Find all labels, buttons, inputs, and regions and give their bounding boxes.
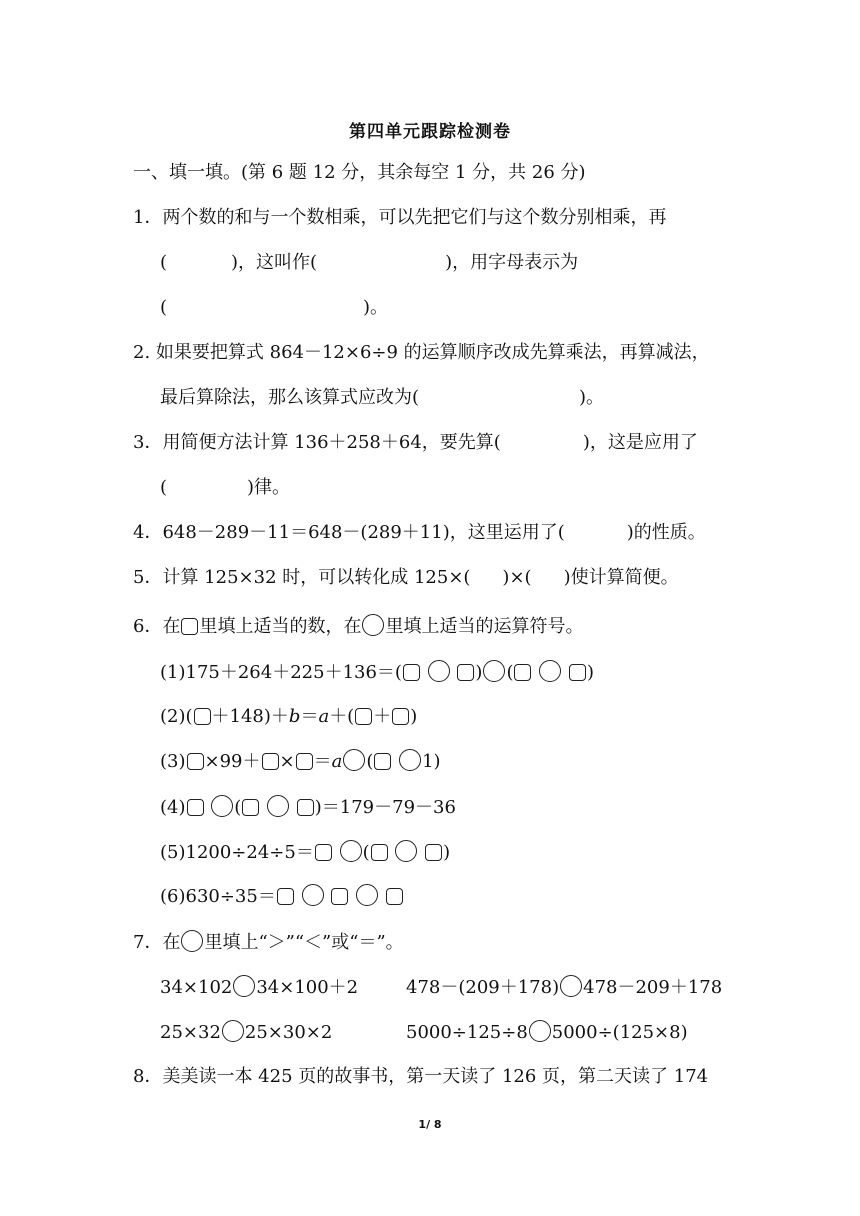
- text-segment: 1): [422, 751, 441, 772]
- expression-right: 478－209＋178: [583, 977, 723, 998]
- expression-left: 34×102: [160, 977, 233, 998]
- compare-circle[interactable]: [529, 1020, 551, 1042]
- text-segment: 里填上适当的数，在: [199, 616, 362, 637]
- text-segment: (: [506, 662, 514, 683]
- compare-circle[interactable]: [233, 975, 255, 997]
- paren-open: (: [160, 477, 168, 498]
- number-box[interactable]: [355, 708, 372, 725]
- compare-item-3: [160, 1020, 332, 1046]
- question-5-text: [133, 565, 679, 591]
- text-segment: ＝: [313, 751, 332, 772]
- operator-circle[interactable]: [483, 660, 505, 682]
- text-segment: 3．用简便方法计算 136＋258＋64，要先算(: [133, 432, 501, 453]
- text-segment: 5．计算 125×32 时，可以转化成 125×(: [133, 567, 471, 588]
- text-segment: )的性质。: [626, 522, 706, 543]
- page-title: 第四单元跟踪检测卷: [349, 122, 511, 142]
- number-box[interactable]: [194, 708, 211, 725]
- expression-right: 34×100＋2: [256, 977, 359, 998]
- page-number: 1/ 8: [418, 1118, 442, 1131]
- operator-circle[interactable]: [343, 749, 365, 771]
- number-box[interactable]: [277, 888, 294, 905]
- number-box[interactable]: [386, 888, 403, 905]
- operator-circle[interactable]: [395, 840, 417, 862]
- expression-left: 25×32: [160, 1022, 221, 1043]
- expression-right: 5000÷(125×8): [551, 1022, 688, 1043]
- operator-circle[interactable]: [539, 660, 561, 682]
- question-2-blank-line: [160, 385, 604, 411]
- number-box[interactable]: [371, 844, 388, 861]
- number-box[interactable]: [187, 799, 204, 816]
- text-segment: ＋(: [329, 706, 355, 727]
- text-segment: )律。: [247, 477, 291, 498]
- number-box[interactable]: [187, 753, 204, 770]
- text-segment: ＋: [373, 706, 392, 727]
- expression-left: 5000÷125÷8: [406, 1022, 528, 1043]
- question-1-text: 1．两个数的和与一个数相乘，可以先把它们与这个数分别相乘，再: [133, 207, 667, 228]
- variable: a: [318, 706, 330, 727]
- question-4-text: [133, 520, 706, 546]
- section-heading: 一、填一填。(第 6 题 12 分，其余每空 1 分，共 26 分): [133, 162, 586, 183]
- number-box[interactable]: [392, 708, 409, 725]
- number-box[interactable]: [315, 844, 332, 861]
- text-segment: 7．在: [133, 932, 181, 953]
- text-segment: (: [366, 751, 374, 772]
- question-6-part-4: [160, 795, 456, 821]
- operator-circle[interactable]: [340, 840, 362, 862]
- paren-open: (: [160, 297, 168, 318]
- text-segment: )。: [579, 387, 605, 408]
- question-2-text: 2. 如果要把算式 864－12×6÷9 的运算顺序改成先算乘法，再算减法，: [133, 342, 710, 363]
- number-box[interactable]: [425, 844, 442, 861]
- operator-circle[interactable]: [356, 884, 378, 906]
- text-segment: 4．648－289－11＝648－(289＋11)，这里运用了(: [133, 522, 565, 543]
- text-segment: ): [443, 842, 451, 863]
- operator-circle[interactable]: [302, 884, 324, 906]
- question-6-part-2: [160, 704, 417, 730]
- text-segment: ×99＋: [204, 751, 261, 772]
- question-3-text: [133, 430, 698, 456]
- expression-right: 25×30×2: [244, 1022, 333, 1043]
- text-segment: (: [234, 797, 242, 818]
- text-segment: ): [475, 662, 483, 683]
- operator-circle[interactable]: [267, 795, 289, 817]
- text-segment: ×: [279, 751, 295, 772]
- text-segment: (6)630÷35＝: [160, 886, 276, 907]
- text-segment: (2)(: [160, 706, 193, 727]
- number-box[interactable]: [374, 753, 391, 770]
- text-segment: 里填上“＞”“＜”或“＝”。: [204, 932, 404, 953]
- compare-circle[interactable]: [222, 1020, 244, 1042]
- question-1-formula-blank: [160, 295, 388, 321]
- text-segment: ＋148)＋: [211, 706, 289, 727]
- expression-left: 478－(209＋178): [406, 977, 560, 998]
- variable: a: [331, 751, 343, 772]
- circle-box: [181, 930, 203, 952]
- text-segment: )，用字母表示为: [445, 252, 579, 273]
- number-box[interactable]: [262, 753, 279, 770]
- compare-item-1: [160, 975, 358, 1001]
- text-segment: ): [410, 706, 418, 727]
- operator-circle[interactable]: [428, 660, 450, 682]
- compare-item-4: [406, 1020, 688, 1046]
- operator-circle[interactable]: [211, 795, 233, 817]
- question-3-blank-line: [160, 475, 290, 501]
- text-segment: )，这叫作(: [231, 252, 318, 273]
- variable: b: [288, 706, 301, 727]
- text-segment: )。: [363, 297, 389, 318]
- number-box[interactable]: [296, 753, 313, 770]
- question-6-part-6: [160, 884, 404, 910]
- number-box[interactable]: [514, 664, 531, 681]
- number-box[interactable]: [297, 799, 314, 816]
- number-box[interactable]: [242, 799, 259, 816]
- question-6-part-3: [160, 749, 441, 775]
- question-6-part-1: [160, 660, 594, 686]
- circle-box: [362, 614, 384, 636]
- text-segment: )使计算简便。: [563, 567, 679, 588]
- text-segment: )×(: [502, 567, 532, 588]
- text-segment: ＝: [300, 706, 319, 727]
- text-segment: (5)1200÷24÷5＝: [160, 842, 314, 863]
- text-segment: 6．在: [133, 616, 181, 637]
- number-box[interactable]: [569, 664, 586, 681]
- number-box[interactable]: [403, 664, 420, 681]
- text-segment: (: [362, 842, 370, 863]
- paren-open: (: [160, 252, 168, 273]
- question-8-text: 8．美美读一本 425 页的故事书，第一天读了 126 页，第二天读了 174: [133, 1066, 709, 1087]
- question-6-part-5: [160, 840, 450, 866]
- operator-circle[interactable]: [399, 749, 421, 771]
- text-segment: (3): [160, 751, 186, 772]
- text-segment: (4): [160, 797, 186, 818]
- question-1-blanks: [160, 250, 578, 276]
- text-segment: ): [586, 662, 594, 683]
- text-segment: )＝179－79－36: [314, 797, 456, 818]
- text-segment: 里填上适当的运算符号。: [385, 616, 584, 637]
- number-box[interactable]: [331, 888, 348, 905]
- text-segment: (1)175＋264＋225＋136＝(: [160, 662, 402, 683]
- compare-circle[interactable]: [560, 975, 582, 997]
- number-box[interactable]: [457, 664, 474, 681]
- square-box: [181, 618, 198, 635]
- compare-item-2: [406, 975, 722, 1001]
- question-6-text: [133, 614, 583, 640]
- text-segment: )，这是应用了: [582, 432, 698, 453]
- question-7-text: [133, 930, 404, 956]
- text-segment: 最后算除法，那么该算式应改为(: [160, 387, 420, 408]
